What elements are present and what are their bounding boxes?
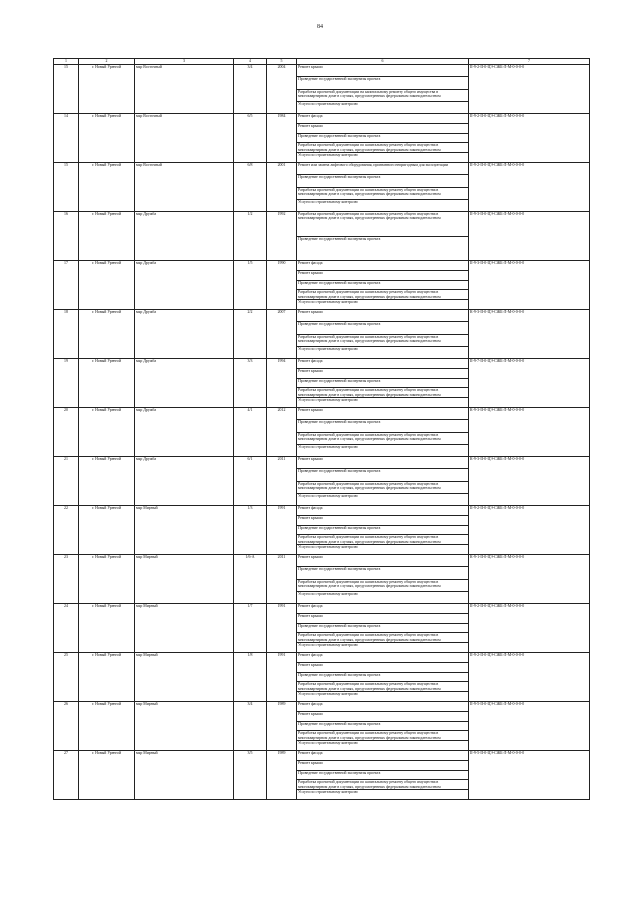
work-type-cell: Ремонт крыши [297, 515, 469, 525]
table-row [54, 310, 590, 322]
row-number: 25 [54, 653, 79, 702]
work-type-cell: Проведение государственной экспертизы проекта [297, 672, 469, 682]
district-cell: мкр Восточный [135, 65, 234, 114]
work-type-cell: Проведение государственной экспертизы проекта [297, 567, 469, 579]
locality-cell: г. Новый Уренгой [79, 212, 135, 261]
row-number: 20 [54, 408, 79, 457]
year-cell: 2011 [267, 555, 297, 604]
year-cell: 1990 [267, 261, 297, 310]
table-row [54, 212, 590, 237]
work-type-cell: Услуги по строительному контролю [297, 741, 469, 751]
work-type-cell: Услуги по строительному контролю [297, 300, 469, 310]
work-type-cell: Разработка проектной документации по капитальному ремонту общего имущества в многоквартирном доме в случаях, предусмотренных федеральным законодательством [297, 432, 469, 444]
building-code-cell: К-9-3-II-0-ЦЭ-СЖБ-Л-М-0-0-0-0 [469, 408, 590, 457]
row-number: 24 [54, 604, 79, 653]
house-number-cell: 1/6-А [234, 555, 267, 604]
district-cell: мкр Мирный [135, 555, 234, 604]
year-cell: 2001 [267, 163, 297, 212]
work-type-cell: Разработка проектной документации по капитальному ремонту общего имущества в многоквартирном доме в случаях, предусмотренных федеральным законодательством [297, 187, 469, 199]
house-number-cell: 3/3 [234, 359, 267, 408]
locality-cell: г. Новый Уренгой [79, 457, 135, 506]
locality-cell: г. Новый Уренгой [79, 408, 135, 457]
work-type-cell: Разработка проектной документации по капитальному ремонту общего имущества в многоквартирном доме в случаях, предусмотренных федеральным законодательством [297, 780, 469, 790]
house-number-cell: 6/5 [234, 114, 267, 163]
building-code-cell: II-9-7-II-0-ЦЭ-СЖБ-Л-М-0-0-0-0 [469, 359, 590, 408]
year-cell: 2004 [267, 65, 297, 114]
house-number-cell: 1/7 [234, 604, 267, 653]
building-code-cell: II-9-2-II-0-ЦЭ-СЖБ-Л-М-0-0-0-0 [469, 163, 590, 212]
building-code-cell: К-9-3-II-0-ЦЭ-СЖБ-Л-М-0-0-0-0 [469, 457, 590, 506]
table-row [54, 408, 590, 420]
work-type-cell: Ремонт крыши [297, 65, 469, 77]
year-cell: 1984 [267, 114, 297, 163]
column-header: 3 [135, 59, 234, 65]
work-type-cell: Проведение государственной экспертизы проекта [297, 420, 469, 432]
row-number: 21 [54, 457, 79, 506]
row-number: 26 [54, 702, 79, 751]
locality-cell: г. Новый Уренгой [79, 702, 135, 751]
locality-cell: г. Новый Уренгой [79, 653, 135, 702]
table-row [54, 114, 590, 124]
table-row [54, 359, 590, 369]
district-cell: мкр Мирный [135, 653, 234, 702]
row-number: 18 [54, 310, 79, 359]
locality-cell: г. Новый Уренгой [79, 604, 135, 653]
year-cell: 2007 [267, 310, 297, 359]
column-header: 4 [234, 59, 267, 65]
work-type-cell: Ремонт или замена лифтового оборудования, признанного непригодным для эксплуатации [297, 163, 469, 175]
work-type-cell: Ремонт крыши [297, 760, 469, 770]
district-cell: мкр Дружба [135, 212, 234, 261]
work-type-cell: Проведение государственной экспертизы проекта [297, 770, 469, 780]
house-number-cell: 2/2 [234, 310, 267, 359]
row-number: 14 [54, 114, 79, 163]
locality-cell: г. Новый Уренгой [79, 261, 135, 310]
building-code-cell: II-9-5-II-0-ЦЭ-СЖБ-Л-М-0-0-0-0 [469, 751, 590, 800]
work-type-cell: Услуги по строительному контролю [297, 153, 469, 163]
locality-cell: г. Новый Уренгой [79, 310, 135, 359]
district-cell: мкр Дружба [135, 457, 234, 506]
work-type-cell: Ремонт крыши [297, 613, 469, 623]
building-code-cell: II-9-2-II-0-ЦЭ-СЖБ-Л-М-0-0-0-0 [469, 604, 590, 653]
house-number-cell: 6/8 [234, 163, 267, 212]
house-number-cell: 4/1 [234, 408, 267, 457]
building-code-cell: II-9-5-II-0-ЦЭ-СЖБ-Л-М-0-0-0-0 [469, 702, 590, 751]
repair-program-table [53, 58, 590, 800]
locality-cell: г. Новый Уренгой [79, 359, 135, 408]
table-row [54, 261, 590, 271]
work-type-cell: Проведение государственной экспертизы проекта [297, 721, 469, 731]
table-row [54, 555, 590, 567]
work-type-cell: Проведение государственной экспертизы проекта [297, 378, 469, 388]
house-number-cell: 1/8 [234, 653, 267, 702]
table-row [54, 506, 590, 516]
work-type-cell: Разработка проектной документации на капитальному ремонту общего имущества в многоквартирном доме в случаях, предусмотренных федеральным законодательством [297, 89, 469, 101]
building-code-cell: II-9-3-II-0-ЦЭ-СЖБ-Л-М-0-0-0-0 [469, 212, 590, 261]
work-type-cell: Услуги по строительному контролю [297, 643, 469, 653]
locality-cell: г. Новый Уренгой [79, 506, 135, 555]
table-row [54, 653, 590, 663]
work-type-cell: Разработка проектной документации по капитальному ремонту общего имущества в многоквартирном доме в случаях, предусмотренных федеральным законодательством [297, 143, 469, 153]
work-type-cell: Услуги по строительному контролю [297, 398, 469, 408]
house-number-cell: 3/4 [234, 702, 267, 751]
work-type-cell: Проведение государственной экспертизы проекта [297, 623, 469, 633]
district-cell: мкр Восточный [135, 114, 234, 163]
house-number-cell: 3/4 [234, 65, 267, 114]
year-cell: 1992 [267, 212, 297, 261]
building-code-cell: II-9-2-II-0-ЦЭ-СЖБ-Л-М-0-0-0-0 [469, 114, 590, 163]
district-cell: мкр Дружба [135, 261, 234, 310]
table-row [54, 604, 590, 614]
work-type-cell: Ремонт фасада [297, 506, 469, 516]
work-type-cell: Ремонт фасада [297, 751, 469, 761]
table-row [54, 702, 590, 712]
work-type-cell: Проведение государственной экспертизы проекта [297, 133, 469, 143]
work-type-cell: Проведение государственной экспертизы проекта [297, 236, 469, 261]
row-number: 15 [54, 163, 79, 212]
building-code-cell: II-9-2-II-0-ЦЭ-СЖБ-Л-М-0-0-0-0 [469, 65, 590, 114]
locality-cell: г. Новый Уренгой [79, 65, 135, 114]
work-type-cell: Разработка проектной документации по капитальному ремонту общего имущества в многоквартирном доме в случаях, предусмотренных федеральным законодательством [297, 579, 469, 591]
work-type-cell: Услуги по строительному контролю [297, 493, 469, 505]
year-cell: 1994 [267, 359, 297, 408]
work-type-cell: Разработка проектной документации по капитальному ремонту общего имущества в многоквартирном доме в случаях, предусмотренных федеральным законодательством [297, 535, 469, 545]
work-type-cell: Услуги по строительному контролю [297, 199, 469, 211]
work-type-cell: Ремонт фасада [297, 702, 469, 712]
district-cell: мкр Восточный [135, 163, 234, 212]
house-number-cell: 1/5 [234, 261, 267, 310]
work-type-cell: Разработка проектной документации по капитальному ремонту общего имущества в многоквартирном доме в случаях, предусмотренных федеральным законодательством [297, 290, 469, 300]
row-number: 17 [54, 261, 79, 310]
work-type-cell: Услуги по строительному контролю [297, 692, 469, 702]
table-row [54, 457, 590, 469]
column-header: 5 [267, 59, 297, 65]
house-number-cell: 3/5 [234, 751, 267, 800]
building-code-cell: II-9-3-II-0-ЦЭ-СЖБ-Л-М-0-0-0-0 [469, 261, 590, 310]
district-cell: мкр Мирный [135, 751, 234, 800]
work-type-cell: Ремонт крыши [297, 310, 469, 322]
work-type-cell: Ремонт крыши [297, 270, 469, 280]
year-cell: 2011 [267, 457, 297, 506]
work-type-cell: Ремонт фасада [297, 114, 469, 124]
work-type-cell: Разработка проектной документации по капитальному ремонту общего имущества в многоквартирном доме в случаях, предусмотренных федеральным законодательством [297, 633, 469, 643]
district-cell: мкр Мирный [135, 604, 234, 653]
table-row [54, 163, 590, 175]
table-row [54, 751, 590, 761]
work-type-cell: Разработка проектной документации по капитальному ремонту общего имущества в многоквартирном доме в случаях, предусмотренных федеральным законодательством [297, 682, 469, 692]
work-type-cell: Проведение государственной экспертизы проекта [297, 469, 469, 481]
row-number: 19 [54, 359, 79, 408]
work-type-cell: Ремонт крыши [297, 711, 469, 721]
column-header: 6 [297, 59, 469, 65]
work-type-cell: Услуги по строительному контролю [297, 444, 469, 456]
work-type-cell: Проведение государственной экспертизы проекта [297, 280, 469, 290]
year-cell: 2012 [267, 408, 297, 457]
building-code-cell: К-9-3-II-0-ЦЭ-СЖБ-Л-М-0-0-0-0 [469, 310, 590, 359]
column-header: 7 [469, 59, 590, 65]
work-type-cell: Ремонт фасада [297, 653, 469, 663]
house-number-cell: 1/2 [234, 212, 267, 261]
work-type-cell: Ремонт крыши [297, 662, 469, 672]
work-type-cell: Проведение государственной экспертизы проекта [297, 322, 469, 334]
column-header: 1 [54, 59, 79, 65]
row-number: 15 [54, 65, 79, 114]
house-number-cell: 1/3 [234, 506, 267, 555]
district-cell: мкр Дружба [135, 408, 234, 457]
locality-cell: г. Новый Уренгой [79, 114, 135, 163]
work-type-cell: Услуги по строительному контролю [297, 101, 469, 113]
year-cell: 1989 [267, 702, 297, 751]
house-number-cell: 6/1 [234, 457, 267, 506]
work-type-cell: Проведение государственной экспертизы проекта [297, 77, 469, 89]
work-type-cell: Разработка проектной документации по капитальному ремонту общего имущества в многоквартирном доме в случаях, предусмотренных федеральным законодательством [297, 212, 469, 237]
page-number: 84 [317, 24, 323, 30]
year-cell: 1989 [267, 751, 297, 800]
district-cell: мкр Мирный [135, 506, 234, 555]
work-type-cell: Услуги по строительному контролю [297, 591, 469, 603]
work-type-cell: Услуги по строительному контролю [297, 346, 469, 358]
work-type-cell: Ремонт крыши [297, 555, 469, 567]
row-number: 23 [54, 555, 79, 604]
district-cell: мкр Дружба [135, 310, 234, 359]
work-type-cell: Ремонт фасада [297, 359, 469, 369]
work-type-cell: Ремонт фасада [297, 261, 469, 271]
work-type-cell: Проведение государственной экспертизы проекта [297, 175, 469, 187]
work-type-cell: Проведение государственной экспертизы проекта [297, 525, 469, 535]
work-type-cell: Разработка проектной документации по капитальному ремонту общего имущества в многоквартирном доме в случаях, предусмотренных федеральным законодательством [297, 334, 469, 346]
district-cell: мкр Дружба [135, 359, 234, 408]
work-type-cell: Ремонт фасада [297, 604, 469, 614]
row-number: 22 [54, 506, 79, 555]
work-type-cell: Разработка проектной документации по капитальному ремонту общего имущества в многоквартирном доме в случаях, предусмотренных федеральным законодательством [297, 731, 469, 741]
building-code-cell: II-9-2-II-0-ЦЭ-СЖБ-Л-М-0-0-0-0 [469, 653, 590, 702]
row-number: 27 [54, 751, 79, 800]
locality-cell: г. Новый Уренгой [79, 555, 135, 604]
work-type-cell: Услуги по строительному контролю [297, 545, 469, 555]
locality-cell: г. Новый Уренгой [79, 163, 135, 212]
building-code-cell: К-9-1-II-0-ЦЭ-СЖБ-Л-М-0-0-0-0 [469, 555, 590, 604]
year-cell: 1991 [267, 653, 297, 702]
table-row [54, 65, 590, 77]
work-type-cell: Ремонт крыши [297, 123, 469, 133]
work-type-cell: Ремонт крыши [297, 408, 469, 420]
work-type-cell: Разработка проектной документации по капитальному ремонту общего имущества в многоквартирном доме в случаях, предусмотренных федеральным законодательством [297, 481, 469, 493]
column-header: 2 [79, 59, 135, 65]
year-cell: 1991 [267, 604, 297, 653]
table-body [54, 65, 590, 800]
year-cell: 1991 [267, 506, 297, 555]
district-cell: мкр Мирный [135, 702, 234, 751]
work-type-cell: Услуги по строительному контролю [297, 790, 469, 800]
work-type-cell: Разработка проектной документации по капитальному ремонту общего имущества в многоквартирном доме в случаях, предусмотренных федеральным законодательством [297, 388, 469, 398]
work-type-cell: Ремонт крыши [297, 457, 469, 469]
work-type-cell: Ремонт крыши [297, 368, 469, 378]
locality-cell: г. Новый Уренгой [79, 751, 135, 800]
building-code-cell: II-9-2-II-0-ЦЭ-СЖБ-Л-М-0-0-0-0 [469, 506, 590, 555]
row-number: 16 [54, 212, 79, 261]
